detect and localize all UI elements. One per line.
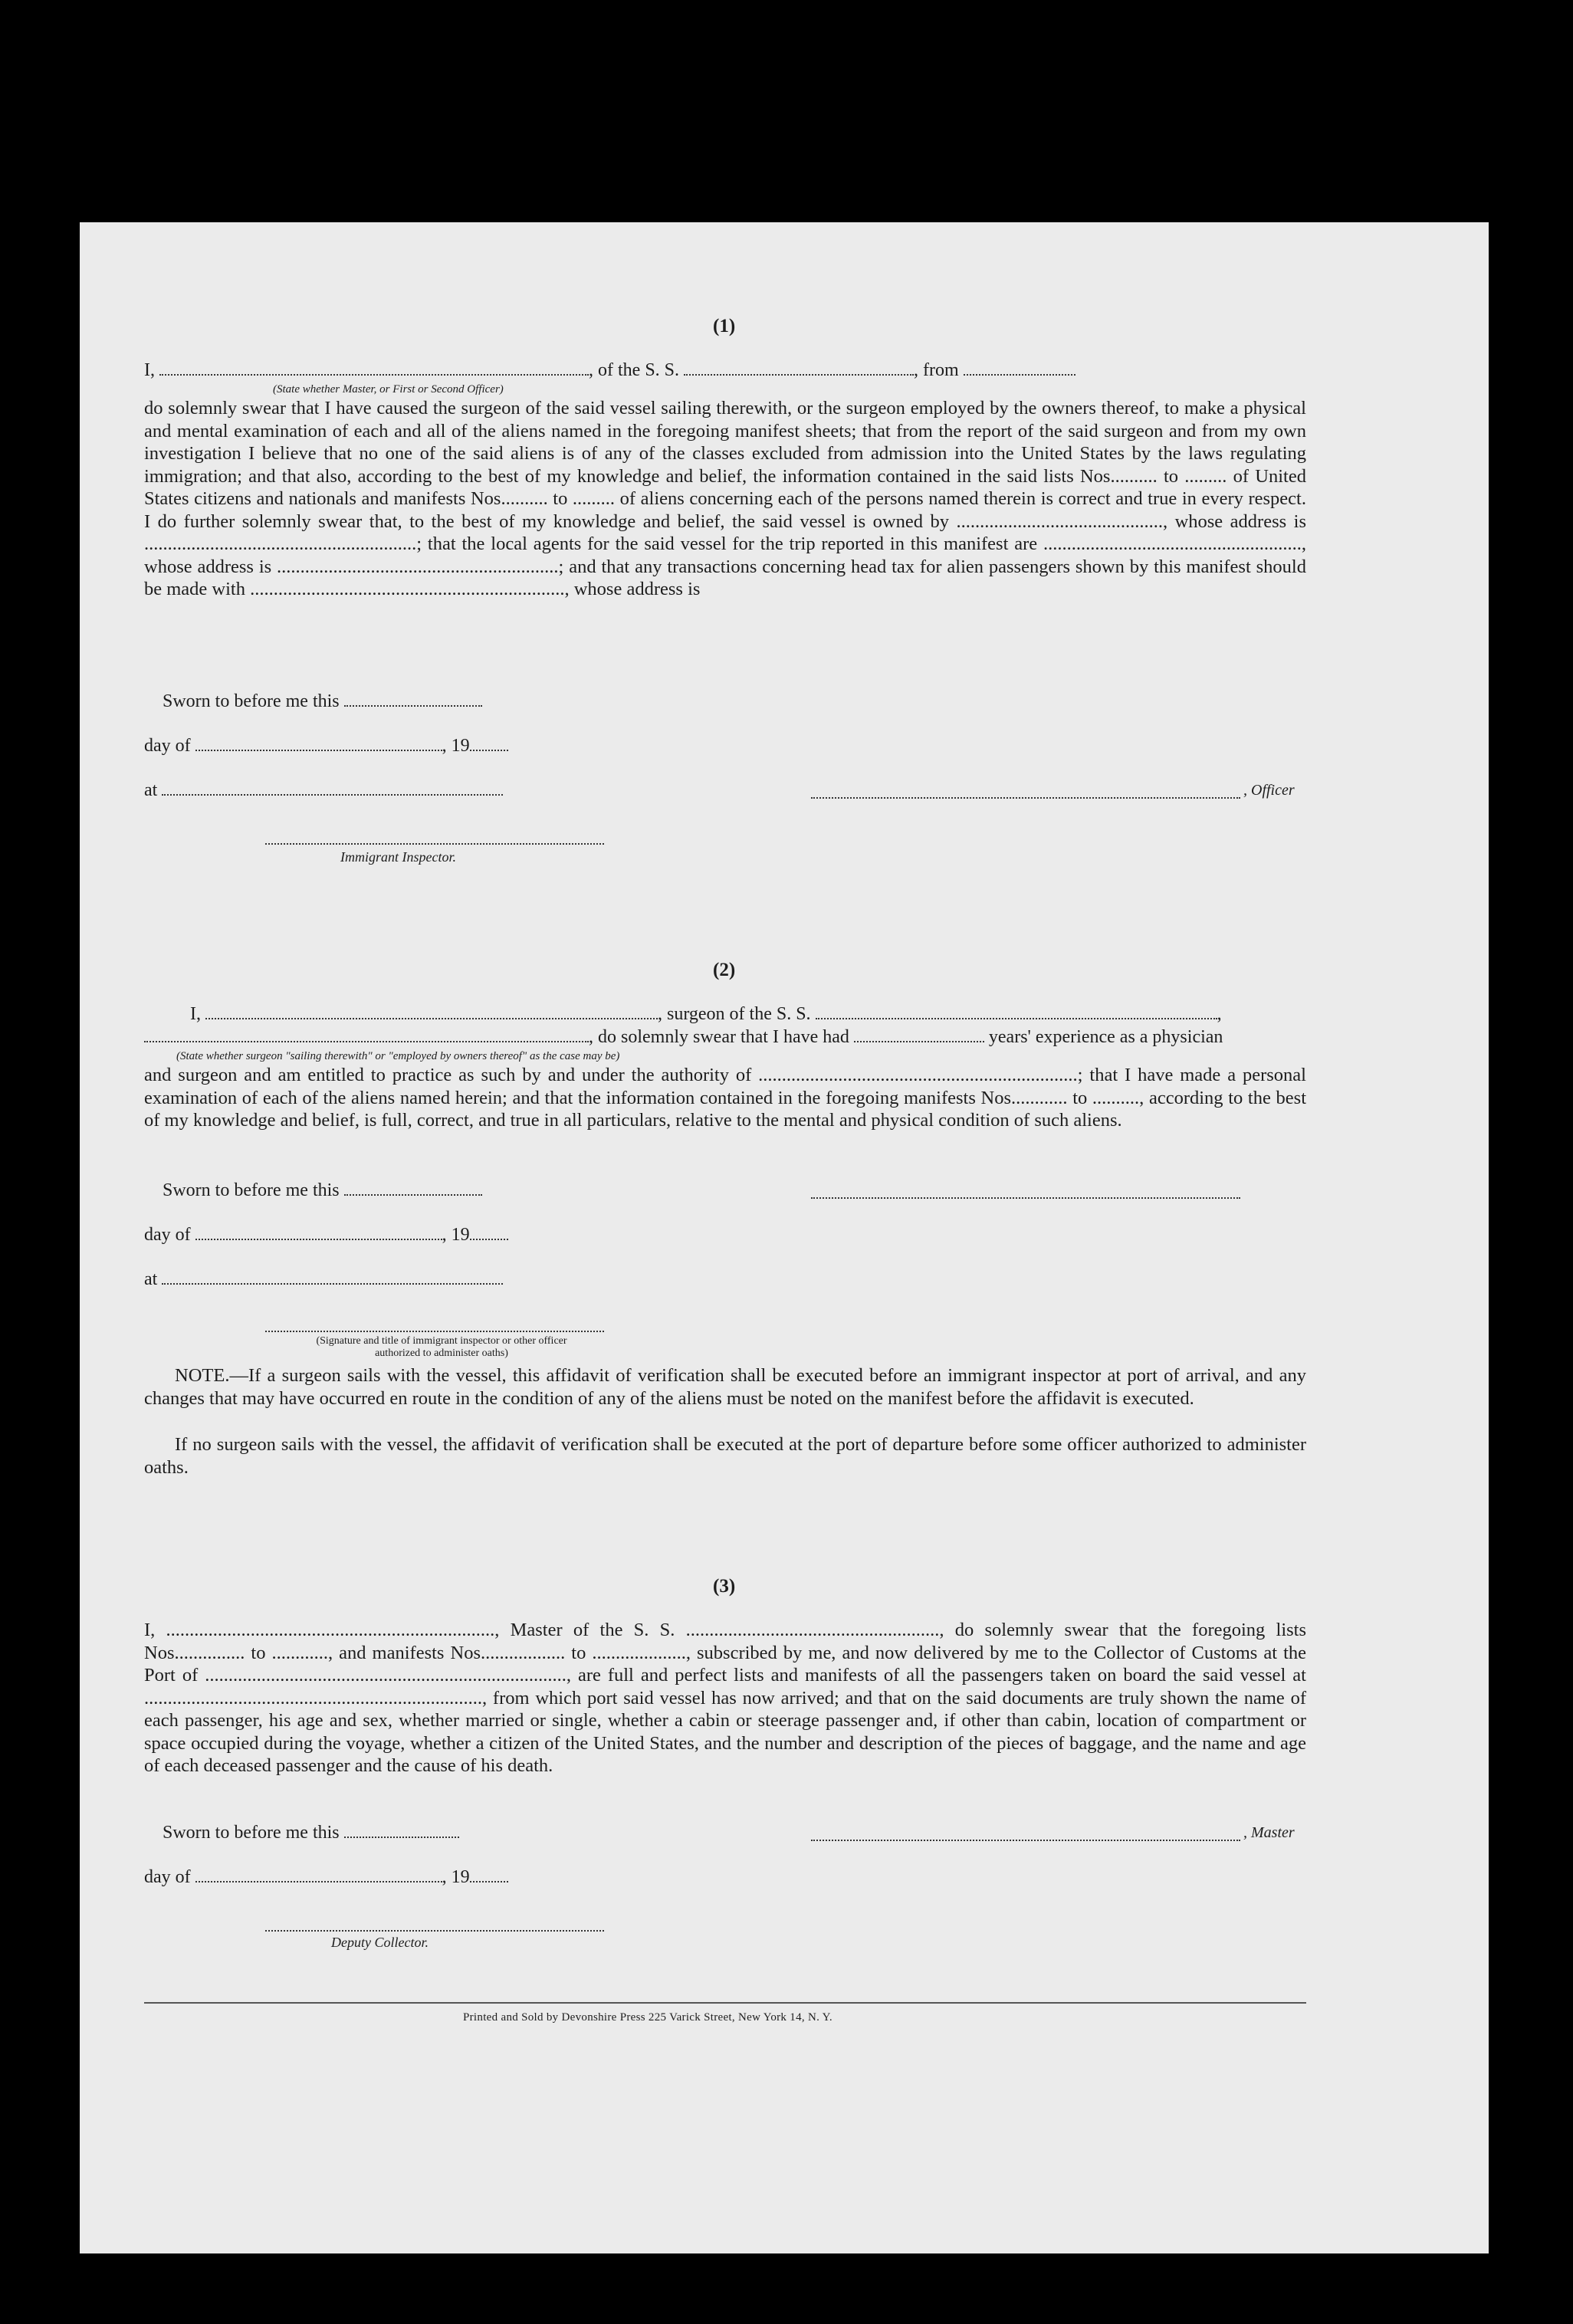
printer-imprint: Printed and Sold by Devonshire Press 225 Varick Street, New York 14, N. Y. — [463, 2011, 832, 2024]
oath-ship-label: , of the S. S. — [589, 360, 680, 380]
officer-signature-line-2[interactable] — [265, 1329, 604, 1332]
officer-label: , Officer — [1243, 782, 1295, 799]
surgeon-name-field[interactable] — [205, 1004, 658, 1019]
at-location-field-2[interactable] — [162, 1269, 503, 1285]
surgeon-ship-field[interactable] — [816, 1004, 1217, 1019]
inspector-signature-line[interactable] — [265, 842, 604, 845]
role-caption: (State whether Master, or First or Second Officer) — [273, 383, 504, 396]
section-2-number: (2) — [713, 960, 736, 980]
officer-signature-line[interactable] — [811, 796, 1240, 799]
manifest-page — [80, 222, 1489, 2253]
sworn-line-1: Sworn to before me this — [163, 691, 482, 712]
section-2-line-2: , do solemnly swear that I have had years' experience as a physician — [144, 1027, 1223, 1048]
day-of-line-1: day of , 19 — [144, 736, 508, 757]
section-2-line-1: I, , surgeon of the S. S. , — [190, 1004, 1222, 1024]
years-experience-field[interactable] — [854, 1027, 984, 1042]
day-of-line-3: day of , 19 — [144, 1867, 508, 1888]
surgeon-status-caption: (State whether surgeon "sailing therewith" or "employed by owners thereof" as the case may be) — [176, 1050, 620, 1062]
surgeon-signature-line[interactable] — [811, 1196, 1240, 1199]
day-of-line-2: day of , 19 — [144, 1225, 508, 1246]
master-label: , Master — [1243, 1824, 1295, 1841]
surgeon-status-field[interactable] — [144, 1027, 589, 1042]
year-field-2[interactable] — [470, 1225, 508, 1240]
at-location-field[interactable] — [162, 780, 503, 796]
section-1-body: do solemnly swear that I have caused the surgeon of the said vessel sailing therewith, or the surgeon employed by the owners thereof, to make a physical and mental examination of each and all of the aliens named in the foregoing manifest sheets; that from the report of the said surgeon and from my own investigation I believe that no one of the said aliens is of any of the classes excluded from admission into the United States by the laws regulating immigration; and that also, according to the best of my knowledge and belief, the information contained in the said lists Nos.......... to ......... of United States citizens and nationals and manifests Nos.......... to ......... of aliens concerning each of the persons named therein is correct and true in every respect. I do further solemnly swear that, to the best of my knowledge and belief, the said vessel is owned by ............................................, whose address is ..........................................................; that the local agents for the said vessel for the trip reported in this manifest are ......................................................., whose address is ............................................................; and that any transactions concerning head tax for alien passengers shown by this manifest should be made with ..................................................................., whose address is — [144, 398, 1306, 599]
section-3-number: (3) — [713, 1576, 736, 1597]
from-port-field[interactable] — [964, 360, 1075, 376]
note-paragraph-2: If no surgeon sails with the vessel, the affidavit of verification shall be executed at the port of departure before some officer authorized to administer oaths. — [144, 1434, 1306, 1478]
at-line-1: at — [144, 780, 503, 801]
footer-rule — [144, 2002, 1306, 2004]
oath-from-label: , from — [914, 360, 959, 380]
oath-pronoun: I, — [144, 360, 155, 380]
sworn-line-3: Sworn to before me this — [163, 1823, 459, 1843]
day-of-field-2[interactable] — [195, 1225, 442, 1240]
deputy-signature-line[interactable] — [265, 1928, 604, 1932]
note-paragraph-1: NOTE.—If a surgeon sails with the vessel, this affidavit of verification shall be executed before an immigrant inspector at port of arrival, and any changes that may have occurred en route in the condition of any of the aliens must be noted on the manifest before the affidavit is executed. — [144, 1365, 1306, 1409]
signature-caption: (Signature and title of immigrant inspector or other officer authorized to administer oaths) — [316, 1335, 567, 1359]
section-1-number: (1) — [713, 316, 736, 336]
section-2-body: and surgeon and am entitled to practice as such by and under the authority of ....................................................................; that I have made a personal examination of each of the aliens named herein; and that the information contained in the foregoing manifests Nos............ to .........., according to the best of my knowledge and belief, is full, correct, and true in all particulars, relative to the mental and physical condition of such aliens. — [144, 1065, 1306, 1131]
sworn-date-field[interactable] — [344, 691, 482, 707]
deputy-collector-label: Deputy Collector. — [331, 1935, 429, 1950]
sworn-line-2: Sworn to before me this — [163, 1180, 482, 1201]
master-name-field[interactable] — [159, 360, 589, 376]
section-3-body: I, ......................................................................, Master of the S. S. ......................................................, do solemnly swear that the foregoing lists Nos............... to ............, and manifests Nos.................. to ...................., subscribed by me, and now delivered by me to the Collector of Customs at the Port of ............................................................................., are full and perfect lists and manifests of all the passengers taken on board the said vessel at ........................................................................, from which port said vessel has now arrived; and that on the said documents are truly shown the name of each passenger, his age and sex, whether married or single, whether a cabin or steerage passenger and, if other than cabin, location of compartment or space occupied during the voyage, whether a citizen of the United States, and the number and description of the pieces of baggage, and the name and age of each deceased passenger and the cause of his death. — [144, 1620, 1306, 1776]
section-1-oath-line — [144, 360, 1075, 381]
day-of-field[interactable] — [195, 736, 442, 751]
day-of-field-3[interactable] — [195, 1867, 442, 1883]
sworn-date-field-3[interactable] — [344, 1823, 459, 1838]
year-field-3[interactable] — [470, 1867, 508, 1883]
at-line-2: at — [144, 1269, 503, 1290]
sworn-date-field-2[interactable] — [344, 1180, 482, 1196]
immigrant-inspector-label: Immigrant Inspector. — [340, 849, 456, 865]
ship-name-field[interactable] — [684, 360, 914, 376]
year-field[interactable] — [470, 736, 508, 751]
master-signature-line[interactable] — [811, 1838, 1240, 1841]
